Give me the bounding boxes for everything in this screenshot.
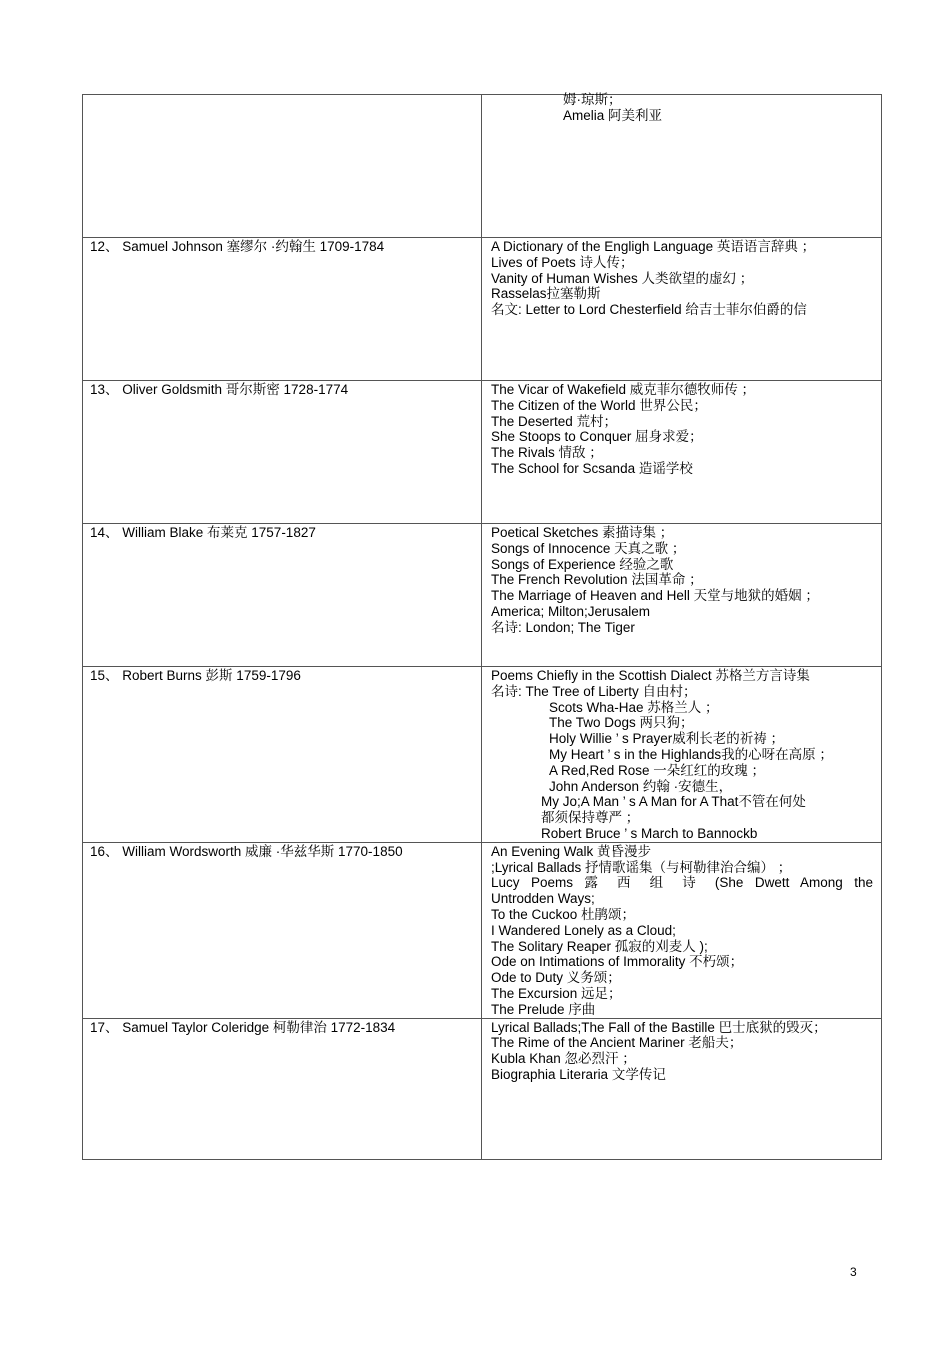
work-item: Lives of Poets 诗人传； xyxy=(491,254,634,270)
works-list xyxy=(482,381,881,477)
table-row xyxy=(83,238,882,381)
works-cell xyxy=(482,842,882,1018)
author-name: 13、 Oliver Goldsmith 哥尔斯密 1728-1774 xyxy=(90,382,349,397)
page-number: 3 xyxy=(850,1265,857,1279)
work-item: The Solitary Reaper 孤寂的刈麦人 ); xyxy=(491,938,708,954)
work-item: Songs of Experience 经验之歌 xyxy=(491,556,674,572)
work-item: 都须保持尊严 ； xyxy=(541,810,640,826)
author-name: 12、 Samuel Johnson 塞缪尔 ·约翰生 1709-1784 xyxy=(90,239,385,254)
work-item: She Stoops to Conquer 屈身求爱； xyxy=(491,429,703,445)
work-item: The Two Dogs 两只狗； xyxy=(549,715,694,731)
work-item: Amelia 阿美利亚 xyxy=(563,107,663,123)
works-cell xyxy=(482,667,882,843)
work-item: Untrodden Ways; xyxy=(491,891,595,907)
work-item: A Red,Red Rose 一朵红红的玫瑰 ； xyxy=(549,762,766,778)
work-item: A Dictionary of the Engligh Language 英语语言辞典 ； xyxy=(491,239,816,254)
work-item: An Evening Walk 黄昏漫步 xyxy=(491,843,652,859)
work-item: To the Cuckoo 杜鹃颂； xyxy=(491,906,636,922)
work-item: Ode to Duty 义务颂； xyxy=(491,970,621,986)
work-item: The Marriage of Heaven and Hell 天堂与地狱的婚姻 ； xyxy=(491,588,819,604)
author-cell xyxy=(83,381,482,524)
work-item: The Deserted 荒村； xyxy=(491,413,618,429)
author-cell xyxy=(83,238,482,381)
work-item: The School for Scsanda 造谣学校 xyxy=(491,460,693,476)
works-cell xyxy=(482,524,882,667)
work-item: Vanity of Human Wishes 人类欲望的虚幻 ； xyxy=(491,270,754,286)
works-cell xyxy=(482,92,882,238)
work-item: Songs of Innocence 天真之歌 ； xyxy=(491,540,686,556)
works-cell xyxy=(482,381,882,524)
author-name: 14、 William Blake 布莱克 1757-1827 xyxy=(90,525,316,540)
works-list xyxy=(482,238,881,318)
author-cell xyxy=(83,524,482,667)
works-list xyxy=(482,1019,881,1083)
work-item: My Heart ’ s in the Highlands我的心呀在高原 ； xyxy=(549,746,833,762)
table-row xyxy=(83,381,882,524)
work-item: 名诗: The Tree of Liberty 自由村； xyxy=(491,683,697,699)
work-item: Lucy Poems 露 西 组 诗 (She Dwett Among the xyxy=(491,875,873,891)
table-row xyxy=(83,95,882,238)
work-item: Kubla Khan 忽必烈汗 ； xyxy=(491,1051,636,1067)
work-item: Biographia Literaria 文学传记 xyxy=(491,1066,666,1082)
author-name: 16、 William Wordsworth 威廉 ·华兹华斯 1770-1850 xyxy=(90,843,403,859)
work-item: 名诗: London; The Tiger xyxy=(491,619,635,635)
work-item: Holy Willie ’ s Prayer威利长老的祈祷 ； xyxy=(549,731,785,747)
work-item: Lyrical Ballads;The Fall of the Bastille 巴士底狱的毁灭； xyxy=(491,1019,827,1035)
author-name: 15、 Robert Burns 彭斯 1759-1796 xyxy=(90,668,301,683)
work-item: My Jo;A Man ’ s A Man for A That不管在何处 xyxy=(541,794,806,810)
author-name: 17、 Samuel Taylor Coleridge 柯勒律治 1772-1834 xyxy=(90,1019,396,1035)
works-list xyxy=(482,92,881,124)
author-cell xyxy=(83,95,482,238)
works-list xyxy=(482,667,881,842)
work-item: Poems Chiefly in the Scottish Dialect 苏格兰方言诗集 xyxy=(491,668,810,683)
author-cell xyxy=(83,842,482,1018)
table-row xyxy=(83,1018,882,1159)
works-list xyxy=(482,843,881,1018)
work-item: Ode on Intimations of Immorality 不朽颂； xyxy=(491,954,744,970)
work-item: America; Milton;Jerusalem xyxy=(491,603,651,619)
work-item: The Excursion 远足； xyxy=(491,985,622,1001)
works-cell xyxy=(482,238,882,381)
work-item: The Citizen of the World 世界公民； xyxy=(491,397,707,413)
work-item: 姆·琼斯； xyxy=(563,92,622,107)
work-item: Rasselas拉塞勒斯 xyxy=(491,286,601,302)
works-list xyxy=(482,524,881,636)
authors-works-table xyxy=(82,94,882,1160)
work-item: The French Revolution 法国革命 ； xyxy=(491,572,703,588)
work-item: 名文: Letter to Lord Chesterfield 给吉士菲尔伯爵的信 xyxy=(491,302,807,318)
table-row xyxy=(83,842,882,1018)
work-item: Poetical Sketches 素描诗集 ； xyxy=(491,525,674,540)
author-cell xyxy=(83,667,482,843)
work-item: John Anderson 约翰 ·安德生， xyxy=(549,778,733,794)
author-cell xyxy=(83,1018,482,1159)
works-cell xyxy=(482,1018,882,1159)
work-item: ;Lyrical Ballads 抒情歌谣集（与柯勒律治合编） ； xyxy=(491,859,792,875)
table-row xyxy=(83,667,882,843)
work-item: The Vicar of Wakefield 威克菲尔德牧师传 ； xyxy=(491,382,756,397)
table-row xyxy=(83,524,882,667)
work-item: Scots Wha-Hae 苏格兰人 ； xyxy=(549,699,719,715)
work-item: The Prelude 序曲 xyxy=(491,1001,596,1017)
work-item: The Rivals 情敌 ； xyxy=(491,445,603,461)
work-item: The Rime of the Ancient Mariner 老船夫； xyxy=(491,1035,743,1051)
work-item: I Wandered Lonely as a Cloud; xyxy=(491,922,676,938)
author-name xyxy=(83,95,481,96)
work-item: Robert Bruce ’ s March to Bannockb xyxy=(541,825,758,841)
